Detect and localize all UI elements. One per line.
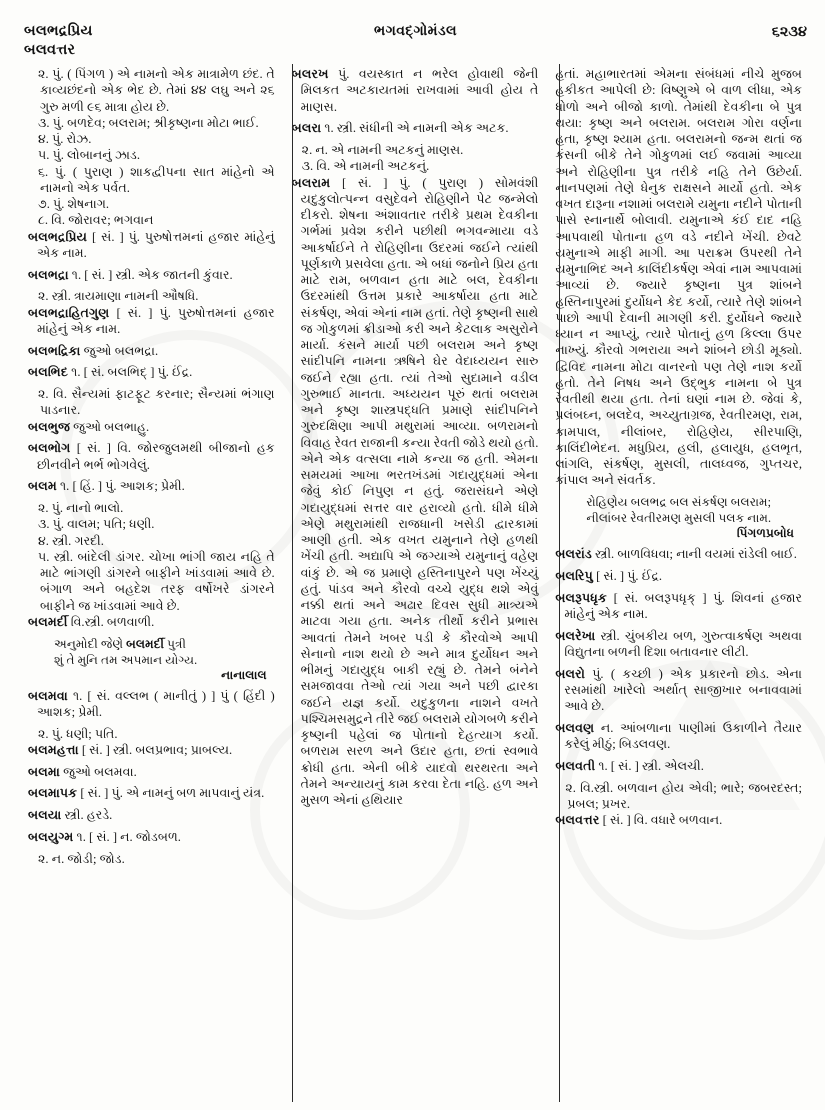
entry-sense: ૨. વિ. સૈન્યમાં ફાટફૂટ કરનાર; સૈન્યમાં ભંગાણ પાડનાર. [38, 387, 275, 418]
entry-definition: [ સં. ] વિ. જોરજુલમથી બીજાનો હક છીનવીને ભર્ભ ભોગવેલું. [37, 441, 275, 472]
verse-quotation [28, 636, 275, 683]
entry-definition: [ સં. ] પું. એ નામનું બળ માપવાનું યંત્ર. [77, 786, 265, 801]
entry-definition: ૧. [ સં. ] સ્ત્રી. એલચી. [595, 758, 704, 773]
dictionary-entry [28, 807, 275, 823]
entry-headword: બલયા [28, 808, 62, 822]
dictionary-entry [28, 305, 275, 338]
dictionary-entry [28, 478, 275, 494]
entry-definition: ન. આંબળાના પાણીમાં ઉકાળીને તૈયાર કરેલું મીઠું; બિડલવણ. [564, 720, 803, 751]
dictionary-entry [28, 614, 275, 630]
entry-definition: [ સં. ] પું. પુરુષોત્તમનાં હજાર માંહેનું એક નામ. [37, 305, 275, 336]
entry-sense: ૮. વિ. જોરાવર; ભગવાન [38, 213, 154, 228]
entry-headword: બલભદ્રાહિતગુણ [28, 305, 110, 320]
entry-headword: બલભદ્રિકા [28, 343, 81, 358]
verse-attribution: નાનાલાલ [221, 667, 267, 682]
entry-definition: [ સં. બલરૂપધૃક્ ] પું. શિવનાં હજાર માંહેનું એક નામ. [564, 590, 803, 621]
entry-definition: ૧. સ્ત્રી. સંધીની એ નામની એક અટક. [321, 121, 509, 136]
dictionary-entry [292, 66, 539, 115]
dictionary-entry [28, 267, 275, 283]
verse-attribution: પિંગળપ્રબોધ [736, 526, 795, 540]
dictionary-entry [28, 364, 275, 380]
entry-definition: ૧. [ સં. વલ્લભ ( માનીતું ) ] પું ( હિંદી ) આશક; પ્રેમી. [37, 688, 275, 719]
entry-definition: ૧. [ સં. બલભિદ્ ] પું. ઈંદ્ર. [68, 365, 193, 380]
running-head-last-word: બલવત્તર [24, 42, 76, 58]
entry-headword: બલભોગ [28, 441, 71, 456]
entry-headword: બલરામ [291, 175, 331, 190]
dictionary-entry [28, 785, 275, 801]
entry-headword: બલરખ [291, 67, 329, 81]
entry-definition: [ સં. ] પું. ( પુરાણ ) સોમવંશી યદુકુલોત્પન્ન વસુદેવને રોહિણીને પેટ જન્મેલો દીકરો. શેષના અંશાવતાર તરીકે પ્રથમ દેવકીના ગર્ભમાં પ્રવેશ કરીને પછીથી ભગવન્માયા વડે આકર્ષાઈને તે રોહિણીના ઉદરમાં જઈને ત્યાંથી પૂર્ણકાળે પ્રસવેલા હતા. એ બધાં જનોને પ્રિય હતા માટે રામ, બળવાન હતા માટે બલ, દેવકીના ઉદરમાંથી ઉત્તમ પ્રકારે આકર્ષાયા હતા માટે સંકર્ષણ, એવાં એનાં નામ હતાં. તેણે કૃષ્ણની સાથે જ ગોકુળમાં ક્રીડાઓ કરી અને કેટલાક અસુરોને માર્યા. કંસને માર્યા પછી બલરામ અને કૃષ્ણ સાંદીપનિ નામના ઋષિને ઘેર વેદાધ્યયન સારુ જઈને રહ્યા હતા. ત્યાં તેઓ સુદામાને વડીલ ગુરુભાઈ માનતા. અધ્યયન પૂરું થતાં બલરામ અને કૃષ્ણ શાસ્ત્રપદ્ધતિ પ્રમાણે સાંદીપનિને ગુરુદક્ષિણા આપી મથુરામાં આવ્યા. બળરામનો વિવાહ રેવત રાજાની કન્યા રેવતી જોડે થયો હતો. એને એક વત્સલા નામે કન્યા જ હતી. એમના સમયમાં આખા ભરતખંડમાં ગદાયુદ્ધમાં એના જેવું કોઈ નિપુણ ન હતું. જરાસંઘને એણે ગદાયુદ્ધમાં સત્તર વાર હરાવ્યો હતો. ધીમે ધીમે એણે મથુરામાંથી રાજધાની ખસેડી દ્વારકામાં આણી હતી. એક વખત યમુનાને તેણે હળથી ખેંચી હતી. અદ્યાપિ એ જગ્યાએ યમુનાનું વહેણ વાંકું છે. એ જ પ્રમાણે હસ્તિનાપુરને પણ ખેંચ્યું હતું. પાંડવ અને કૌરવો વચ્ચે યુદ્ધ થશે એવું નક્કી થતાં અને અઢાર દિવસ સુધી માત્ર્યએ માટવા ગયા હતા. અનેક તીર્થો કરીને પ્રભાસ આવતાં તેમને ખબર પડી કે કૌરવોએ આપી સેનાનો નાશ થયો છે અને માત્ર દુર્યોધન અને ભીમનું ગદાયુદ્ધ બાકી રહ્યું છે. તેમને બંનેને સમજાવવા તેઓ ત્યાં ગયા અને પછી દ્વારકા જઈને યજ્ઞ કર્યો. યદુકુળના નાશને વખતે પશ્ચિમસમુદ્રને તીરે જઈ બલરામે યોગબળે કરીને કૃષ્ણની પહેલાં જ પોતાનો દેહત્યાગ કર્યો. બળરામ સરળ અને ઉદાર હતા, છતાં સ્વભાવે ક્રોધી હતા. એની બીકે યાદવો થરથરતા અને તેમને અન્યાયનું કામ કરવા દેતા નહિ. હળ અને મુસળ એનાં હથિયાર [300, 175, 539, 807]
entry-sense: ૪. સ્ત્રી. ગરદી. [38, 533, 104, 548]
column-divider [559, 64, 560, 1102]
entry-headword: બલમહત્તા [28, 742, 79, 757]
dictionary-entry [28, 688, 275, 721]
verse-quotation [555, 494, 802, 541]
entry-definition: જુઓ બલભદ્રા. [80, 343, 159, 358]
entry-definition: ૧. [ સં. ] સ્ત્રી. એક જાતની કુંવાર. [68, 267, 233, 282]
entry-sense: ૫. સ્ત્રી. બાંદેલી ડાંગર. ચોખા ભાંગી જાય નહિ તે માટે ભાંગણી ડાંગરને બાફીને ખાંડવામાં આવે છે. બંગાળ અને બહદેશ તરફ વર્ષોખરે ડાંગરને બાફીને જ ખાંડવામાં આવે છે. [38, 549, 275, 613]
entry-definition: સ્ત્રી. ચુંબકીય બળ, ગુરુત્વાકર્ષણ અથવા વિદ્યુતના બળની દિશા બતાવનાર લીટી. [564, 628, 803, 659]
entry-sense: ૬. પું. ( પુરાણ ) શાકદ્વીપના સાત માંહેનો એ નામનો એક પર્વત. [38, 164, 275, 195]
entry-headword: બલભુજ [28, 419, 71, 434]
three-column-body [20, 66, 811, 1102]
verse-line: અનુમોદી જેણે બલમર્દી પુત્રી [54, 636, 186, 651]
entry-headword: બલમવા [28, 688, 68, 703]
entry-definition: સ્ત્રી. બાળવિધવા; નાની વયમાં રાંડેલી બાઈ. [591, 547, 797, 561]
entry-headword: બલરેખા [555, 628, 596, 643]
column-1 [20, 66, 284, 1102]
entry-definition: [ સં. ] પું. પુરુષોત્તમનાં હજાર માંહેનું એક નામ. [37, 229, 275, 260]
entry-sense: ૫. પું. લોબાનનું ઝાડ. [38, 148, 140, 163]
verse-line: શું તે મુનિ તમ અપમાન યોગ્ય. [54, 652, 198, 667]
entry-headword: બલવત્તર [555, 813, 600, 827]
column-2 [284, 66, 548, 1102]
entry-headword: બલભદ્રપ્રિય [28, 229, 88, 244]
entry-headword: બલમાપક [28, 786, 78, 801]
entry-headword: બલવણ [555, 720, 595, 735]
entry-continuation-paragraph: હતાં. મહાભારતમાં એમના સંબંધમાં નીચે મુજબ હકીકત આપેલી છે: વિષ્ણુએ બે વાળ લીધા, એક ધોળો અને બીજો કાળો. તેમાંથી દેવકીના બે પુત્ર થયા: કૃષ્ણ અને બલરામ. બલરામ ગોરા વર્ણના હતા, કૃષ્ણ શ્યામ હતા. બલરામનો જન્મ થતાં જ કંસની બીકે તેને ગોકુળમાં લઈ જવામાં આવ્યા અને રોહિણીના પુત્ર તરીકે નહિ તેને ઉછેર્યા. નાનપણમાં તેણે ધેનુક રાક્ષસને માર્યો હતો. એક વખત દારૂના નશામાં બલરામે યમુના નદીને પોતાની પાસે સ્નાનાર્થે બોલાવી. યમુનાએ કંઈ દાદ નહિ આપવાથી પોતાના હળ વડે નદીને ખેંચી. છેવટે યમુનાએ માફી માગી. આ પરાક્રમ ઉપરથી તેને યમુનાભિદ અને કાલિંદીકર્ષણ એવાં નામ આપવામાં આવ્યાં છે. જ્યારે કૃષ્ણના પુત્ર શાંબને હસ્તિનાપુરમાં દુર્યોધને કેદ કર્યો, ત્યારે તેણે શાંબને પાછો આપી દેવાની માગણી કરી. દુર્યોધને જ્યારે ધ્યાન ન આપ્યું, ત્યારે પોતાનું હળ કિલ્લા ઉપર નાખ્યું. કૌરવો ગભરાયા અને શાંબને છોડી મૂક્યો. દ્વિવિદ નામના મોટા વાનરનો પણ તેણે નાશ કર્યો હતો. તેને નિષધ અને ઉદ્ભુક નામના બે પુત્ર રેવતીથી થયા હતા. તેનાં ઘણાં નામ છે. જેવાં કે, પ્રલંબઘ્ન, બલદેવ, અચ્યુતાગ્રજ, રેવતીરમણ, રામ, કામપાલ, નીલાંબર, રોહિણેય, સીરપાણિ, કાલિંદીભેદન. મધુપ્રિય, હલી, હલાયુધ, હલભૃત, લાંગલિ, સંકર્ષણ, મુસલી, તાલધ્વજ, ગુપ્તચર, કાંપાલ અને સંવર્તક. [555, 67, 803, 488]
dictionary-entry [28, 742, 275, 758]
entry-sense: ૨. પું. નાનો ભાલો. [38, 501, 124, 515]
entry-definition: [ સં. ] પું. ઈંદ્ર. [592, 568, 663, 583]
dictionary-entry [555, 628, 802, 661]
entry-headword: બલરિપુ [555, 568, 593, 583]
column-3 [547, 66, 811, 1102]
entry-sense: ૩. પું. બળદેવ; બલરામ; શ્રીકૃષ્ણના મોટા ભાઈ. [38, 115, 259, 130]
book-title: ભગવદ્ગોમંડલ [373, 24, 458, 39]
entry-headword: બલયુગ્મ [28, 829, 74, 844]
dictionary-entry [555, 568, 802, 584]
dictionary-entry [555, 546, 802, 562]
entry-definition: [ સં. ] સ્ત્રી. બલપ્રભાવ; પ્રાબલ્ય. [78, 742, 233, 757]
dictionary-entry [292, 120, 539, 136]
entry-definition: પું. વયસ્કાત ન ભરેલ હોવાથી જેની મિલકત અટકાયતમાં રાખવામાં આવી હોય તે માણસ. [300, 67, 539, 114]
entry-sense: ૨. પું. ( પિંગળ ) એ નામનો એક માત્રામેળ છંદ. તે કાવ્યછંદનો એક ભેદ છે. તેમાં ૪૪ લઘુ અને ૨૬ ગુરુ મળી ૯૬ માત્રા હોય છે. [38, 67, 275, 114]
entry-headword: બલરાંડ [555, 547, 592, 561]
entry-sense: ૨. વિ.સ્ત્રી. બળવાન હોય એવી; ભારે; જબરદસ્ત; પ્રબલ; પ્રખર. [565, 780, 803, 811]
entry-sense: ૩. પું. વાલમ; પતિ; ધણી. [38, 517, 155, 532]
entry-sense: ૨. સ્ત્રી. ત્રાયમાણા નામની ઔષધિ. [38, 289, 199, 304]
dictionary-entry [28, 829, 275, 845]
entry-headword: બલરો [555, 666, 585, 681]
column-divider [292, 64, 293, 1102]
dictionary-entry [292, 175, 539, 809]
verse-inline-headword: બલમર્દી [126, 636, 165, 651]
entry-sense: ૨. પું. ધણી; પતિ. [38, 726, 118, 741]
entry-headword: બલભિદ [28, 365, 68, 380]
entry-definition: [ સં. ] વિ. વધારે બળવાન. [599, 813, 723, 827]
dictionary-entry [555, 812, 802, 828]
entry-headword: બલમા [28, 764, 60, 779]
page-number: ૬૨૩૪ [771, 24, 807, 40]
dictionary-entry [555, 758, 802, 774]
entry-sense: ૭. પું. શેષનાગ. [38, 197, 110, 211]
entry-definition: ૧. [ સં. ] ન. જોડબળ. [73, 829, 181, 844]
entry-headword: બલરૂપધૃક [555, 590, 607, 605]
entry-headword: બલમ [28, 479, 57, 494]
dictionary-entry [555, 666, 802, 715]
dictionary-entry [28, 229, 275, 262]
entry-definition: પું. ( કચ્છી ) એક પ્રકારનો છોડ. એના રસમાંથી ખારેલો અર્થાત્ સાજીખાર બનાવવામાં આવે છે. [564, 666, 803, 713]
verse-line: રોહિણેય બલભદ્ર બલ સંકર્ષણ બલરામ; [586, 495, 772, 509]
entry-sense: ૨. ન. જોડી; જોડ. [38, 851, 125, 866]
entry-definition: જુઓ બલમવા. [59, 764, 137, 779]
entry-headword: બલભદ્રા [28, 267, 69, 282]
dictionary-entry [555, 590, 802, 623]
entry-definition: ૧. [ હિં. ] પું. આશક; પ્રેમી. [56, 479, 185, 494]
running-head-first-word: બલભદ્રપ્રિય [24, 23, 93, 39]
entry-headword: બલવતી [555, 758, 596, 773]
dictionary-entry [28, 764, 275, 780]
entry-sense: ૪. પું. રોઝ. [38, 132, 92, 146]
dictionary-entry [28, 343, 275, 359]
entry-headword: બલમર્દી [28, 614, 68, 629]
dictionary-entry [28, 440, 275, 473]
entry-sense: ૨. ન. એ નામની અટકનું માણસ. [301, 143, 464, 157]
entry-sense: ૩. વિ. એ નામની અટકનું. [301, 159, 430, 174]
verse-line: નીલાંબર રેવતીરમણ મુસલી પલક નામ. [586, 511, 771, 525]
running-head [24, 22, 807, 66]
dictionary-entry [28, 419, 275, 435]
entry-definition: વિ.સ્ત્રી. બળવાળી. [67, 614, 155, 629]
entry-definition: સ્ત્રી. હરડે. [61, 808, 113, 822]
dictionary-entry [555, 720, 802, 753]
entry-definition: જુઓ બલભાહુ. [70, 419, 150, 434]
entry-headword: બલરા [291, 121, 322, 136]
